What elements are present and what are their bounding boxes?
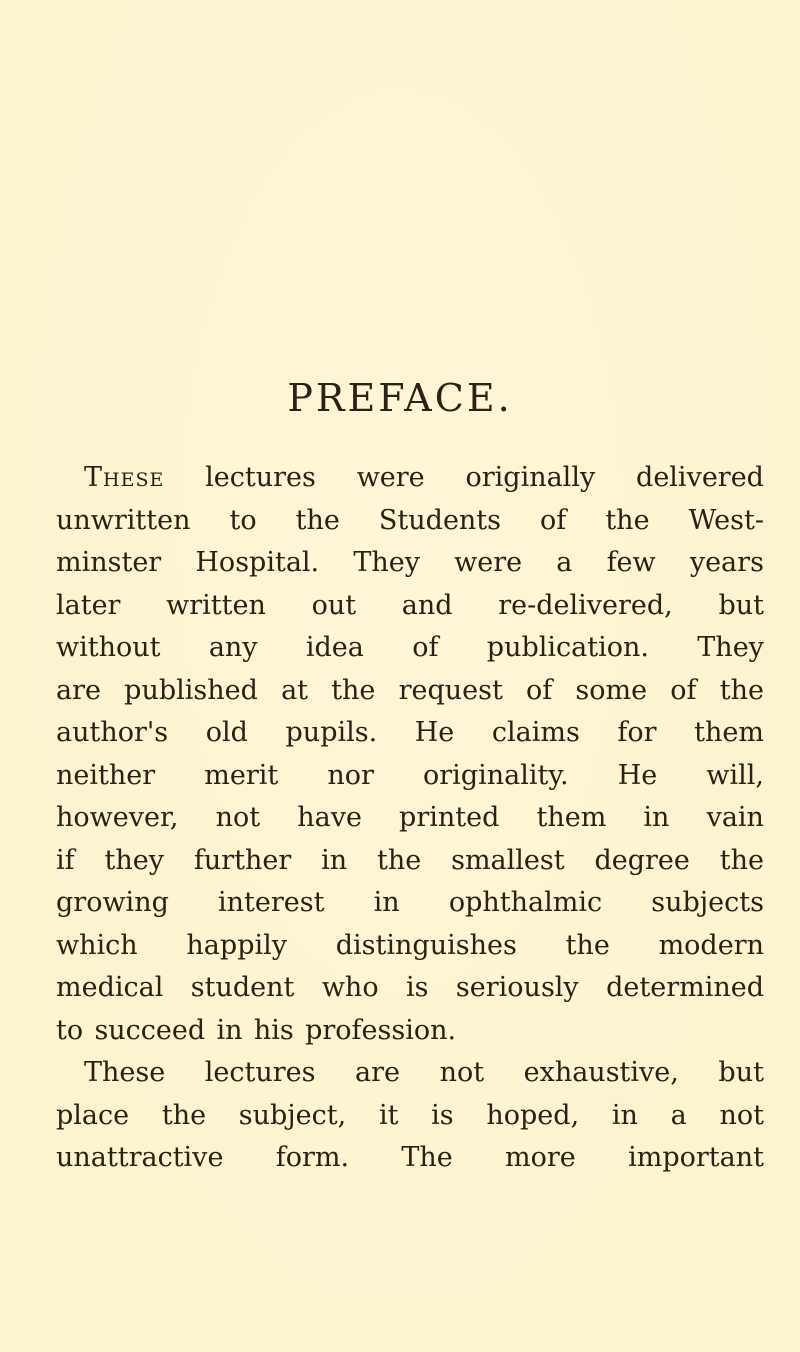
- word: ophthalmic: [448, 887, 603, 918]
- paragraph-1: [56, 457, 764, 1052]
- word: to: [229, 504, 257, 536]
- word: the: [719, 674, 764, 706]
- word: claims: [491, 717, 580, 748]
- word: nor: [327, 759, 374, 791]
- word: will,: [706, 759, 764, 791]
- word: place: [56, 1099, 130, 1131]
- word: in: [216, 1014, 243, 1046]
- word: they: [104, 844, 164, 876]
- word: in: [373, 887, 400, 918]
- word: originality.: [423, 759, 569, 791]
- word: determined: [606, 972, 764, 1003]
- preface-body: [56, 457, 764, 1180]
- word: of: [412, 632, 439, 663]
- word: and: [401, 589, 453, 621]
- word: to: [56, 1014, 84, 1046]
- word: written: [166, 589, 266, 621]
- word: degree: [594, 844, 690, 876]
- word: The: [401, 1142, 453, 1173]
- word: in: [611, 1099, 638, 1131]
- word: without: [56, 632, 161, 663]
- word: They: [697, 632, 764, 663]
- word: later: [56, 589, 121, 621]
- word: These: [84, 1057, 166, 1088]
- word: it: [378, 1099, 399, 1131]
- word: not: [439, 1057, 485, 1088]
- word: who: [321, 972, 379, 1003]
- word: publication.: [486, 632, 649, 663]
- word: is: [431, 1099, 454, 1131]
- word: distinguishes: [335, 929, 517, 961]
- text-line: [56, 627, 764, 670]
- word: the: [377, 844, 422, 876]
- word: years: [689, 547, 764, 578]
- text-line: [56, 542, 764, 585]
- text-line: [56, 755, 764, 798]
- word: are: [56, 674, 101, 706]
- word: request: [398, 674, 503, 706]
- word: are: [355, 1057, 401, 1088]
- word: modern: [658, 929, 764, 961]
- text-line: [56, 925, 764, 968]
- word: seriously: [455, 972, 579, 1003]
- word: These: [84, 462, 165, 493]
- word: published: [124, 674, 258, 706]
- word: the: [331, 674, 376, 706]
- word: the: [719, 844, 764, 876]
- text-line: [56, 1010, 764, 1053]
- word: lectures: [204, 1057, 316, 1088]
- text-line: [56, 882, 764, 925]
- paragraph-2: [56, 1052, 764, 1180]
- word: a: [670, 1099, 687, 1131]
- word: West-: [688, 504, 764, 536]
- word: in: [321, 844, 348, 876]
- word: lectures: [205, 462, 316, 493]
- text-line: [56, 1095, 764, 1138]
- word: the: [605, 504, 650, 536]
- word: them: [694, 717, 764, 748]
- text-line: [56, 1052, 764, 1095]
- word: of: [540, 504, 567, 536]
- word: of: [526, 674, 553, 706]
- word: originally: [465, 462, 596, 493]
- word: He: [617, 759, 658, 791]
- word: Hospital.: [195, 547, 320, 578]
- text-line: [56, 840, 764, 883]
- word: delivered: [636, 462, 764, 493]
- word: out: [311, 589, 357, 621]
- word: smallest: [451, 844, 565, 876]
- word: the: [295, 504, 340, 536]
- text-line: [56, 967, 764, 1010]
- word: few: [606, 547, 656, 578]
- word: were: [356, 462, 425, 493]
- word: unattractive: [56, 1142, 224, 1173]
- word: hoped,: [486, 1099, 580, 1131]
- word: more: [505, 1142, 576, 1173]
- word: them: [536, 802, 607, 833]
- word: however,: [56, 802, 179, 833]
- text-line: [56, 712, 764, 755]
- word: were: [454, 547, 523, 578]
- word: subject,: [238, 1099, 347, 1131]
- word: student: [190, 972, 295, 1003]
- word: not: [215, 802, 261, 833]
- word: Students: [378, 504, 502, 536]
- word: minster: [56, 547, 162, 578]
- word: pupils.: [285, 717, 378, 748]
- word: is: [406, 972, 429, 1003]
- word: but: [718, 589, 764, 621]
- word: of: [670, 674, 697, 706]
- word: at: [281, 674, 309, 706]
- word: happily: [186, 929, 287, 961]
- word: He: [414, 717, 455, 748]
- word: vain: [706, 802, 764, 833]
- word: but: [718, 1057, 764, 1088]
- text-line: [56, 500, 764, 543]
- word: They: [353, 547, 420, 578]
- word: growing: [56, 887, 169, 918]
- text-line: [56, 1137, 764, 1180]
- word: not: [719, 1099, 764, 1131]
- word: re-delivered,: [498, 589, 673, 621]
- word: merit: [204, 759, 279, 791]
- text-line: [56, 585, 764, 628]
- word: further: [193, 844, 292, 876]
- word: subjects: [651, 887, 764, 918]
- preface-heading: PREFACE.: [287, 376, 513, 420]
- word: his: [253, 1014, 294, 1046]
- word: which: [56, 929, 138, 961]
- word: if: [56, 844, 75, 876]
- word: old: [205, 717, 248, 748]
- word: form.: [275, 1142, 350, 1173]
- word: have: [297, 802, 362, 833]
- word: exhaustive,: [523, 1057, 679, 1088]
- word: printed: [399, 802, 500, 833]
- word: interest: [218, 887, 325, 918]
- word: author's: [56, 717, 169, 748]
- text-line: [56, 670, 764, 713]
- word: succeed: [94, 1014, 206, 1046]
- word: unwritten: [56, 504, 191, 536]
- word: the: [565, 929, 610, 961]
- word: idea: [305, 632, 364, 663]
- word: some: [575, 674, 648, 706]
- word: a: [556, 547, 573, 578]
- word: for: [617, 717, 657, 748]
- word: important: [628, 1142, 764, 1173]
- text-line: [56, 457, 764, 500]
- word: neither: [56, 759, 156, 791]
- word: any: [208, 632, 258, 663]
- word: medical: [56, 972, 164, 1003]
- word: in: [643, 802, 670, 833]
- word: profession.: [305, 1014, 457, 1046]
- word: the: [161, 1099, 207, 1131]
- text-line: [56, 797, 764, 840]
